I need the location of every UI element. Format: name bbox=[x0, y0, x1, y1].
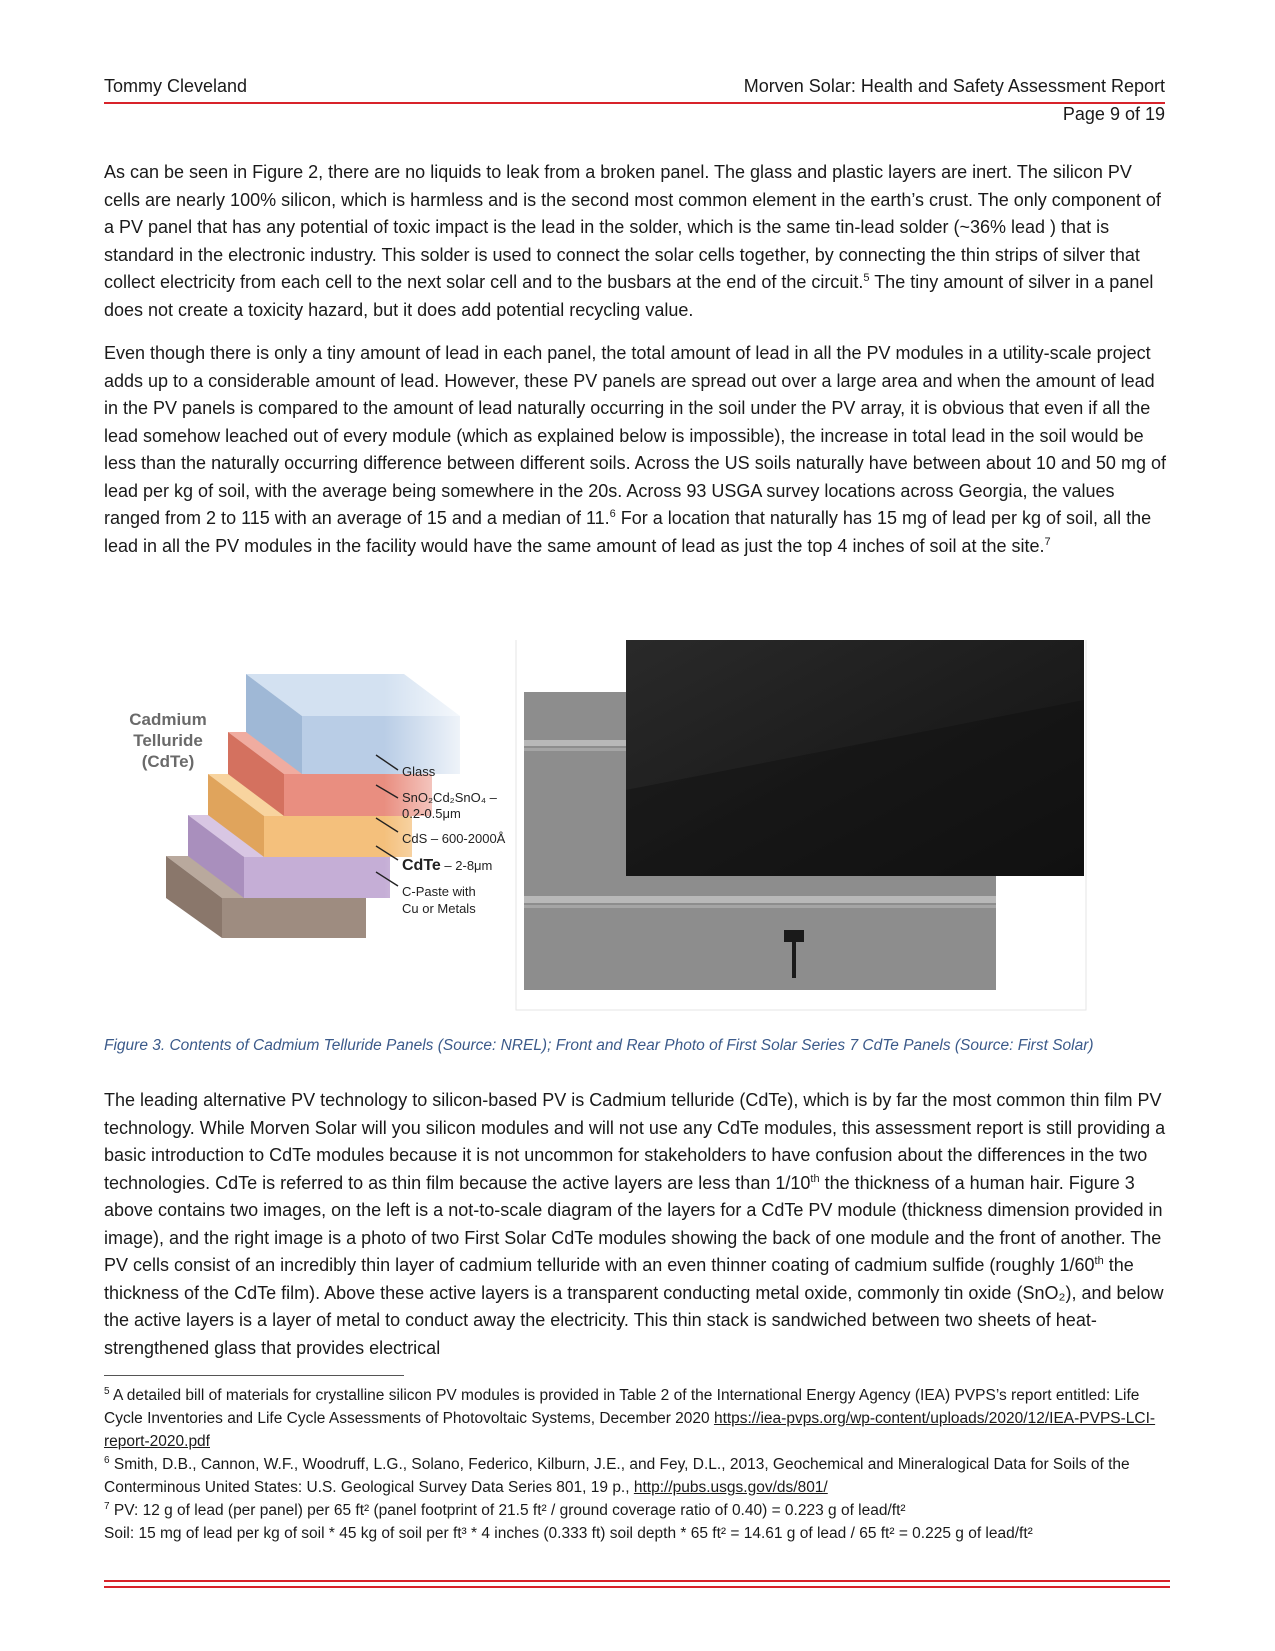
paragraph-2-text-a: Even though there is only a tiny amount of lead in each panel, the total amount of lead in all the PV modules in a utility-scale project adds up to a considerable amount of lead. However, these PV panels are spread out over a large area and when the amount of lead in the PV panels is compared to the amount of lead naturally occurring in the soil under the PV array, it is obvious that even if all the lead somehow leached out of every module (which as explained below is impossible), the increase in total lead in the soil would be less than the naturally occurring difference between different soils. Across the US soils naturally have between about 10 and 50 mg of lead per kg of soil, with the average being somewhere in the 20s. Across 93 USGA survey locations across Georgia, the values ranged from 2 to 115 with an average of 15 and a median of 11. bbox=[104, 343, 1166, 528]
superscript-th-2: th bbox=[1094, 1255, 1104, 1267]
footnote-5-number: 5 bbox=[104, 1385, 110, 1397]
footnote-6-link[interactable]: http://pubs.usgs.gov/ds/801/ bbox=[633, 1479, 828, 1496]
label-cdte-bold: CdTe bbox=[402, 857, 441, 874]
label-cds: CdS – 600-2000Å bbox=[402, 831, 506, 846]
page-number: Page 9 of 19 bbox=[1062, 104, 1165, 124]
label-cdte bbox=[402, 857, 492, 874]
footnotes bbox=[104, 1384, 1174, 1545]
first-solar-panels-photo bbox=[516, 640, 1086, 1010]
footnote-7-continued bbox=[104, 1522, 1174, 1545]
cdte-layer-diagram bbox=[129, 670, 505, 940]
footnote-5 bbox=[104, 1384, 1174, 1453]
junction-box bbox=[784, 930, 804, 942]
footnote-7-line1: PV: 12 g of lead (per panel) per 65 ft² (panel footprint of 21.5 ft² / ground coverage ratio of 0.40) = 0.223 g of lead/ft² bbox=[109, 1502, 906, 1519]
diagram-title-line2: Telluride bbox=[133, 731, 203, 750]
paragraph-1-text: As can be seen in Figure 2, there are no liquids to leak from a broken panel. The glass and plastic layers are inert. The silicon PV cells are nearly 100% silicon, which is harmless and is the second most common element in the earth’s crust. The only component of a PV panel that has any potential of toxic impact is the lead in the solder, which is the same tin-lead solder (~36% lead ) that is standard in the electronic industry. This solder is used to connect the solar cells together, by connecting the thin strips of silver that collect electricity from each cell to the next solar cell and to the busbars at the end of the circuit. bbox=[104, 162, 1161, 292]
diagram-title-line1: Cadmium bbox=[129, 710, 207, 729]
footnote-7-number: 7 bbox=[104, 1500, 110, 1512]
paragraph-2-text-b: For a location that naturally has 15 mg of lead per kg of soil, all the lead in all the PV modules in the facility would have the same amount of lead as just the top 4 inches of soil at the site. bbox=[104, 508, 1152, 556]
footnote-5-link[interactable]: https://iea-pvps.org/wp-content/uploads/2020/12/IEA-PVPS-LCI-report-2020.pdf bbox=[104, 1410, 1156, 1450]
paragraph-2 bbox=[104, 340, 1170, 560]
label-cpaste-line1: C-Paste with bbox=[402, 884, 476, 899]
footnote-ref-7: 7 bbox=[1044, 535, 1051, 548]
label-tco-line2: 0.2-0.5μm bbox=[402, 806, 461, 821]
paragraph-3-text-c: the thickness of the CdTe film). Above these active layers is a transparent conducting metal oxide, commonly tin oxide (SnO₂), and below the active layers is a layer of metal to conduct away the electricity. This thin stack is sandwiched between two sheets of heat-strengthened glass that provides electrical bbox=[104, 1255, 1164, 1358]
footnote-separator bbox=[104, 1375, 404, 1376]
footnote-7 bbox=[104, 1499, 1174, 1522]
label-tco-line1: SnO₂Cd₂SnO₄ – bbox=[402, 790, 497, 805]
superscript-th-1: th bbox=[810, 1172, 820, 1185]
paragraph-1-tail: The tiny amount of silver in a panel does not create a toxicity hazard, but it does add potential recycling value. bbox=[104, 272, 1154, 320]
footnote-5-text: A detailed bill of materials for crystalline silicon PV modules is provided in Table 2 of the International Energy Agency (IEA) PVPS’s report entitled: Life Cycle Inventories and Life Cycle Assessments of Photovoltaic Systems, December 2020 bbox=[104, 1387, 1140, 1427]
diagram-title-line3: (CdTe) bbox=[141, 752, 195, 771]
label-glass: Glass bbox=[402, 764, 436, 779]
label-cdte-rest: – 2-8μm bbox=[440, 858, 493, 873]
label-cpaste-line2: Cu or Metals bbox=[402, 901, 476, 916]
figure-3 bbox=[104, 640, 1170, 1020]
footer-rule-bottom bbox=[104, 1586, 1170, 1588]
footnote-6 bbox=[104, 1453, 1174, 1499]
footnote-ref-5: 5 bbox=[863, 272, 870, 284]
paragraph-3-text-b: the thickness of a human hair. Figure 3 above contains two images, on the left is a not-to-scale diagram of the layers for a CdTe PV module (thickness dimension provided in image), and the right image is a photo of two First Solar CdTe modules showing the back of one module and the front of another. The PV cells consist of an incredibly thin layer of cadmium telluride with an even thinner coating of cadmium sulfide (roughly 1/60 bbox=[104, 1172, 1163, 1275]
footnote-7-line2: Soil: 15 mg of lead per kg of soil * 45 kg of soil per ft³ * 4 inches (0.333 ft) soil depth * 65 ft² = 14.61 g of lead / 65 ft² = 0.225 g of lead/ft² bbox=[104, 1525, 1033, 1542]
header-title: Morven Solar: Health and Safety Assessment Report bbox=[743, 76, 1165, 96]
page-header bbox=[104, 76, 1165, 104]
footnote-6-text: Smith, D.B., Cannon, W.F., Woodruff, L.G., Solano, Federico, Kilburn, J.E., and Fey, D.L., 2013, Geochemical and Mineralogical Data for Soils of the Conterminous United States: U.S. Geological Survey Data Series 801, 19 p., bbox=[104, 1456, 1130, 1496]
footnote-6-number: 6 bbox=[104, 1454, 110, 1466]
paragraph-3-text-a: The leading alternative PV technology to silicon-based PV is Cadmium telluride (CdTe), which is by far the most common thin film PV technology. While Morven Solar will you silicon modules and will not use any CdTe modules, this assessment report is still providing a basic introduction to CdTe modules because it is not uncommon for stakeholders to have confusion about the differences in the two technologies. CdTe is referred to as thin film because the active layers are less than 1/10 bbox=[104, 1090, 1166, 1193]
paragraph-1 bbox=[104, 159, 1170, 324]
figure-3-graphic bbox=[104, 640, 1170, 1020]
figure-3-caption: Figure 3. Contents of Cadmium Telluride Panels (Source: NREL); Front and Rear Photo of First Solar Series 7 CdTe Panels (Source: First Solar) bbox=[104, 1037, 1094, 1054]
header-author: Tommy Cleveland bbox=[104, 76, 248, 96]
footnote-ref-6: 6 bbox=[609, 508, 616, 520]
paragraph-3 bbox=[104, 1087, 1170, 1362]
footer-rule-top bbox=[104, 1580, 1170, 1582]
